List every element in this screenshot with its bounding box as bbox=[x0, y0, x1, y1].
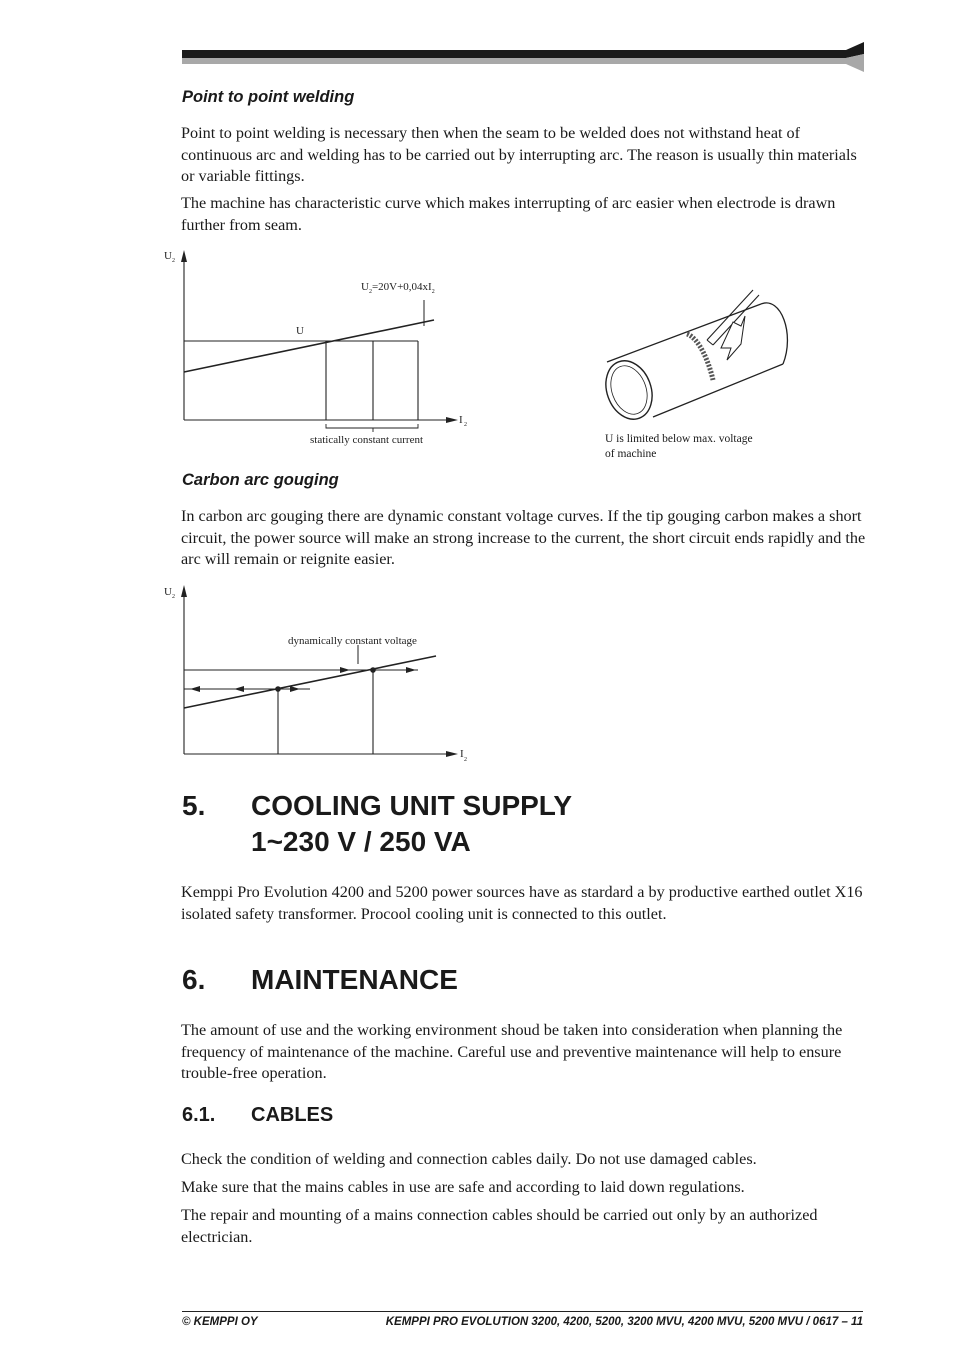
x-axis-label-sub: 2 bbox=[464, 757, 467, 763]
paragraph-point-to-point-1: Point to point welding is necessary then when the seam to be welded does not withstand heat of continuous arc and welding has to be carried out by interrupting arc. The reason is usually thin materials or variable fittings. bbox=[181, 124, 857, 185]
y-axis-label-sub: 2 bbox=[172, 258, 175, 264]
formula-label: $U_2=20V+0,04xI_2$ bbox=[361, 281, 435, 295]
section-number-cables: 6.1. bbox=[182, 1104, 216, 1126]
y-axis-label: U bbox=[164, 250, 172, 262]
footer-copyright: © KEMPPI OY bbox=[182, 1316, 258, 1328]
figure-characteristic-curve bbox=[150, 240, 490, 455]
movement-arrow bbox=[721, 316, 745, 360]
operating-point-1 bbox=[275, 686, 281, 692]
section-heading-cables bbox=[182, 1104, 582, 1130]
footer-document-info: KEMPPI PRO EVOLUTION 3200, 4200, 5200, 3200 MVU, 4200 MVU, 5200 MVU / 0617 – 11 bbox=[385, 1316, 863, 1328]
paragraph-cables-1: Check the condition of welding and connection cables daily. Do not use damaged cables. bbox=[181, 1150, 757, 1168]
x-axis-label: I bbox=[459, 414, 463, 426]
footer-rule bbox=[182, 1311, 863, 1312]
curve-label: dynamically constant voltage bbox=[288, 635, 417, 647]
pipe-caption-line-2: of machine bbox=[605, 447, 657, 460]
paragraph-cooling: Kemppi Pro Evolution 4200 and 5200 power sources have as stardard a by productive earthed outlet X16 isolated safety transformer. Procool cooling unit is connected to this outlet. bbox=[181, 883, 863, 923]
y-axis-label: U bbox=[164, 586, 172, 598]
paragraph-cables-3: The repair and mounting of a mains connection cables should be carried out only by an authorized electrician. bbox=[181, 1206, 818, 1246]
characteristic-line bbox=[184, 320, 434, 372]
section-heading-carbon-arc: Carbon arc gouging bbox=[182, 471, 339, 489]
y-axis-label-sub: 2 bbox=[172, 594, 175, 600]
bracket-caption: statically constant current bbox=[310, 434, 424, 446]
characteristic-line bbox=[184, 656, 436, 708]
section-heading-point-to-point: Point to point welding bbox=[182, 88, 355, 106]
section-number-cooling: 5. bbox=[182, 790, 206, 821]
section-heading-cooling bbox=[182, 788, 782, 860]
pipe-opening bbox=[598, 354, 660, 425]
x-axis-label-sub: 2 bbox=[464, 422, 467, 428]
section-title-cables: CABLES bbox=[251, 1104, 334, 1126]
figure-dynamic-voltage bbox=[150, 575, 490, 770]
u-label: U bbox=[296, 325, 304, 337]
pipe-welding-illustration bbox=[595, 282, 795, 427]
section-heading-maintenance bbox=[182, 962, 782, 998]
weld-seam bbox=[687, 334, 713, 380]
paragraph-maintenance: The amount of use and the working environment shoud be taken into consideration when planning the frequency of maintenance of the machine. Careful use and preventive maintenance will help to ensure trouble-free operation. bbox=[181, 1021, 843, 1082]
pipe-caption-line-1: U is limited below max. voltage bbox=[605, 433, 753, 445]
pipe-caption bbox=[605, 432, 753, 461]
x-axis-label: I bbox=[460, 748, 464, 760]
operating-point-2 bbox=[370, 667, 376, 673]
paragraph-cables-2: Make sure that the mains cables in use are safe and according to laid down regulations. bbox=[181, 1178, 745, 1196]
paragraph-point-to-point-2: The machine has characteristic curve which makes interrupting of arc easier when electrode is drawn further from seam. bbox=[181, 194, 836, 234]
section-title-cooling-line-2: 1~230 V / 250 VA bbox=[251, 826, 471, 857]
header-bar bbox=[0, 0, 954, 80]
paragraph-carbon-arc: In carbon arc gouging there are dynamic constant voltage curves. If the tip gouging carbon makes a short circuit, the power source will make an strong increase to the current, the short circuit ends rapidly and the arc will remain or reignite easier. bbox=[181, 507, 866, 568]
section-title-maintenance: MAINTENANCE bbox=[251, 964, 458, 995]
section-number-maintenance: 6. bbox=[182, 964, 206, 995]
section-title-cooling-line-1: COOLING UNIT SUPPLY bbox=[251, 790, 573, 821]
